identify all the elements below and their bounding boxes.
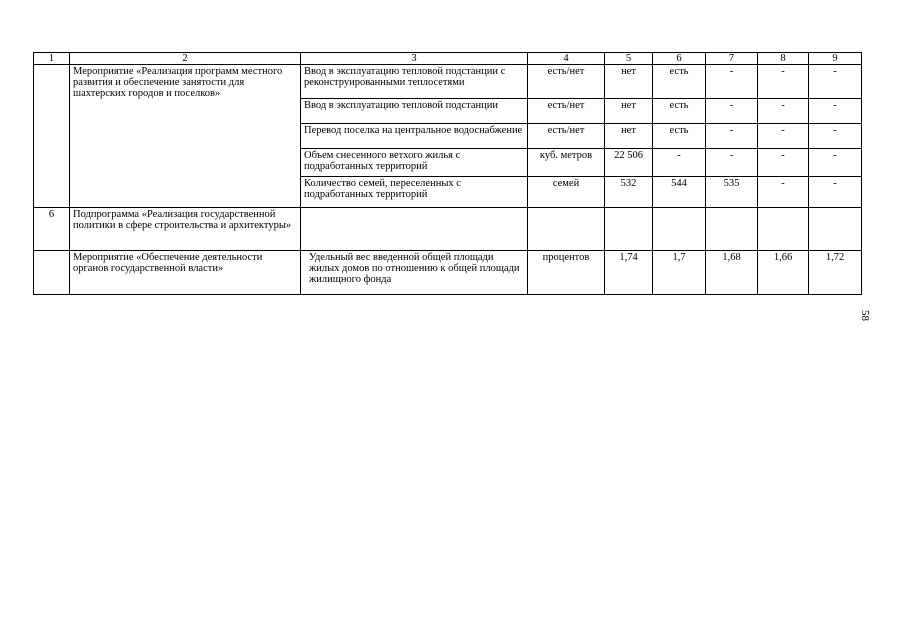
value-cell: - <box>706 99 758 124</box>
value-cell: нет <box>605 124 653 149</box>
page-number: 58 <box>859 310 871 321</box>
value-cell: - <box>653 149 706 177</box>
unit-cell: есть/нет <box>528 99 605 124</box>
value-cell: есть <box>653 124 706 149</box>
empty-cell <box>706 208 758 251</box>
value-cell: нет <box>605 65 653 99</box>
indicator-cell: Объем снесенного ветхого жилья с подработанных территорий <box>301 149 528 177</box>
header-cell: 6 <box>653 53 706 65</box>
header-cell: 7 <box>706 53 758 65</box>
value-cell: - <box>758 124 809 149</box>
value-cell: нет <box>605 99 653 124</box>
header-cell: 9 <box>809 53 862 65</box>
empty-cell <box>528 208 605 251</box>
unit-cell: есть/нет <box>528 124 605 149</box>
indicator-cell: Количество семей, переселенных с подработанных территорий <box>301 177 528 208</box>
row-number <box>34 251 70 295</box>
value-cell: - <box>809 177 862 208</box>
value-cell: 1,68 <box>706 251 758 295</box>
table-row <box>34 251 862 295</box>
unit-cell: есть/нет <box>528 65 605 99</box>
empty-cell <box>605 208 653 251</box>
value-cell: - <box>809 149 862 177</box>
indicator-cell: Перевод поселка на центральное водоснабжение <box>301 124 528 149</box>
table-row <box>34 65 862 99</box>
value-cell: 544 <box>653 177 706 208</box>
value-cell: - <box>809 65 862 99</box>
value-cell: - <box>706 124 758 149</box>
empty-cell <box>301 208 528 251</box>
header-cell: 2 <box>70 53 301 65</box>
empty-cell <box>758 208 809 251</box>
unit-cell: семей <box>528 177 605 208</box>
table-row <box>34 208 862 251</box>
header-row <box>34 53 862 65</box>
header-cell: 1 <box>34 53 70 65</box>
value-cell: есть <box>653 65 706 99</box>
empty-cell <box>653 208 706 251</box>
header-cell: 8 <box>758 53 809 65</box>
subprogram-title: Подпрограмма «Реализация государственной политики в сфере строительства и архитектуры» <box>70 208 301 251</box>
value-cell: - <box>706 65 758 99</box>
header-cell: 5 <box>605 53 653 65</box>
value-cell: 1,74 <box>605 251 653 295</box>
empty-cell <box>809 208 862 251</box>
data-table <box>33 52 862 295</box>
header-cell: 4 <box>528 53 605 65</box>
value-cell: 535 <box>706 177 758 208</box>
unit-cell: куб. метров <box>528 149 605 177</box>
value-cell: 532 <box>605 177 653 208</box>
value-cell: 1,72 <box>809 251 862 295</box>
value-cell: - <box>706 149 758 177</box>
unit-cell: процентов <box>528 251 605 295</box>
value-cell: - <box>758 65 809 99</box>
value-cell: - <box>809 124 862 149</box>
value-cell: 1,7 <box>653 251 706 295</box>
header-cell: 3 <box>301 53 528 65</box>
measure-cell: Мероприятие «Обеспечение деятельности органов государственной власти» <box>70 251 301 295</box>
indicator-cell: Ввод в эксплуатацию тепловой подстанции с реконструированными теплосетями <box>301 65 528 99</box>
indicator-cell: Удельный вес введенной общей площади жилых домов по отношению к общей площади жилищного фонда <box>301 251 528 295</box>
row-number <box>34 65 70 208</box>
value-cell: - <box>809 99 862 124</box>
value-cell: - <box>758 149 809 177</box>
indicator-cell: Ввод в эксплуатацию тепловой подстанции <box>301 99 528 124</box>
row-number: 6 <box>34 208 70 251</box>
value-cell: - <box>758 177 809 208</box>
measure-cell: Мероприятие «Реализация программ местного развития и обеспечение занятости для шахтерских городов и поселков» <box>70 65 301 208</box>
value-cell: 1,66 <box>758 251 809 295</box>
value-cell: есть <box>653 99 706 124</box>
value-cell: - <box>758 99 809 124</box>
value-cell: 22 506 <box>605 149 653 177</box>
